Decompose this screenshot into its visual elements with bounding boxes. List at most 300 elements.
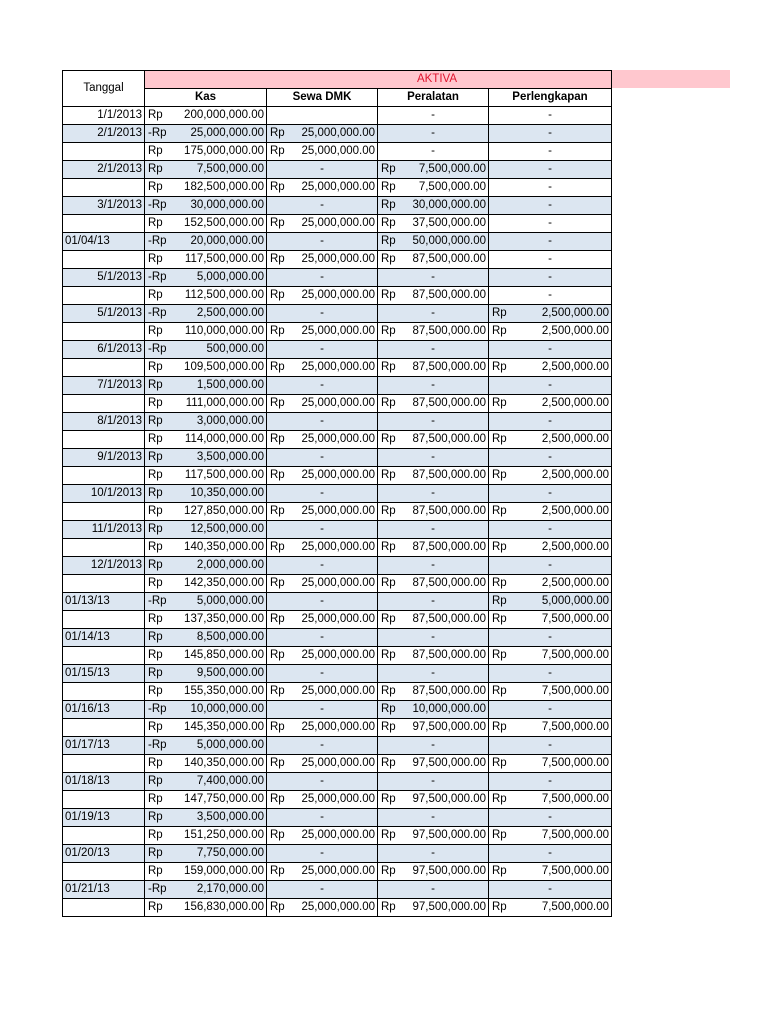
kas-cell bbox=[145, 700, 267, 718]
amount-value: 25,000,000.00 bbox=[301, 684, 375, 697]
currency-label: Rp bbox=[381, 828, 396, 841]
peralatan-cell bbox=[378, 358, 489, 376]
currency-label: Rp bbox=[492, 864, 507, 877]
empty-dash: - bbox=[320, 162, 324, 175]
peralatan-cell bbox=[378, 142, 489, 160]
empty-dash: - bbox=[431, 810, 435, 823]
kas-header: Kas bbox=[145, 88, 267, 106]
perlengkapan-cell bbox=[489, 232, 612, 250]
date-cell: 1/1/2013 bbox=[63, 106, 145, 124]
sewa-cell bbox=[267, 700, 378, 718]
date-cell: 01/14/13 bbox=[63, 628, 145, 646]
perlengkapan-cell bbox=[489, 178, 612, 196]
currency-label: Rp bbox=[381, 504, 396, 517]
kas-cell bbox=[145, 268, 267, 286]
currency-label: Rp bbox=[148, 756, 163, 769]
amount-value: 2,500,000.00 bbox=[541, 432, 609, 445]
currency-label: -Rp bbox=[148, 342, 167, 355]
peralatan-cell bbox=[378, 880, 489, 898]
table-row bbox=[63, 898, 612, 916]
kas-cell bbox=[145, 736, 267, 754]
amount-value: 20,000,000.00 bbox=[190, 234, 264, 247]
amount-value: 97,500,000.00 bbox=[412, 792, 486, 805]
amount-value: 87,500,000.00 bbox=[412, 612, 486, 625]
currency-label: Rp bbox=[270, 720, 285, 733]
amount-value: 25,000,000.00 bbox=[301, 396, 375, 409]
peralatan-cell bbox=[378, 502, 489, 520]
kas-cell bbox=[145, 322, 267, 340]
table-row bbox=[63, 196, 612, 214]
peralatan-cell bbox=[378, 718, 489, 736]
amount-value: 25,000,000.00 bbox=[301, 180, 375, 193]
empty-dash: - bbox=[320, 594, 324, 607]
empty-dash: - bbox=[548, 288, 552, 301]
currency-label: Rp bbox=[270, 432, 285, 445]
kas-cell bbox=[145, 556, 267, 574]
date-cell: 2/1/2013 bbox=[63, 160, 145, 178]
kas-cell bbox=[145, 646, 267, 664]
amount-value: 156,830,000.00 bbox=[184, 900, 264, 913]
kas-cell bbox=[145, 376, 267, 394]
currency-label: Rp bbox=[148, 324, 163, 337]
perlengkapan-cell bbox=[489, 376, 612, 394]
kas-cell bbox=[145, 772, 267, 790]
peralatan-header: Peralatan bbox=[378, 88, 489, 106]
date-cell bbox=[63, 754, 145, 772]
empty-dash: - bbox=[548, 234, 552, 247]
date-cell bbox=[63, 214, 145, 232]
amount-value: 8,500,000.00 bbox=[196, 630, 264, 643]
perlengkapan-cell bbox=[489, 718, 612, 736]
kas-cell bbox=[145, 448, 267, 466]
peralatan-cell bbox=[378, 844, 489, 862]
amount-value: 117,500,000.00 bbox=[184, 252, 264, 265]
currency-label: Rp bbox=[381, 180, 396, 193]
aktiva-header-band: AKTIVA bbox=[144, 70, 730, 88]
currency-label: Rp bbox=[492, 504, 507, 517]
table-row bbox=[63, 394, 612, 412]
currency-label: Rp bbox=[381, 432, 396, 445]
amount-value: 25,000,000.00 bbox=[301, 252, 375, 265]
date-cell: 01/04/13 bbox=[63, 232, 145, 250]
peralatan-cell bbox=[378, 250, 489, 268]
sewa-cell bbox=[267, 664, 378, 682]
kas-cell bbox=[145, 466, 267, 484]
empty-dash: - bbox=[548, 270, 552, 283]
currency-label: Rp bbox=[381, 792, 396, 805]
table-row bbox=[63, 700, 612, 718]
currency-label: Rp bbox=[492, 324, 507, 337]
amount-value: 3,000,000.00 bbox=[196, 414, 264, 427]
table-row bbox=[63, 340, 612, 358]
date-cell bbox=[63, 826, 145, 844]
amount-value: 7,500,000.00 bbox=[541, 864, 609, 877]
amount-value: 500,000.00 bbox=[206, 342, 264, 355]
empty-dash: - bbox=[320, 774, 324, 787]
table-row bbox=[63, 448, 612, 466]
amount-value: 87,500,000.00 bbox=[412, 576, 486, 589]
perlengkapan-cell bbox=[489, 484, 612, 502]
table-row bbox=[63, 628, 612, 646]
currency-label: -Rp bbox=[148, 126, 167, 139]
currency-label: Rp bbox=[492, 468, 507, 481]
peralatan-cell bbox=[378, 736, 489, 754]
empty-dash: - bbox=[320, 666, 324, 679]
amount-value: 25,000,000.00 bbox=[301, 216, 375, 229]
currency-label: Rp bbox=[381, 702, 396, 715]
table-row bbox=[63, 754, 612, 772]
peralatan-cell bbox=[378, 268, 489, 286]
kas-cell bbox=[145, 754, 267, 772]
currency-label: Rp bbox=[148, 486, 163, 499]
date-cell: 01/15/13 bbox=[63, 664, 145, 682]
amount-value: 2,000,000.00 bbox=[196, 558, 264, 571]
empty-dash: - bbox=[320, 810, 324, 823]
peralatan-cell bbox=[378, 826, 489, 844]
kas-cell bbox=[145, 844, 267, 862]
amount-value: 50,000,000.00 bbox=[412, 234, 486, 247]
table-row bbox=[63, 412, 612, 430]
perlengkapan-cell bbox=[489, 466, 612, 484]
date-cell: 10/1/2013 bbox=[63, 484, 145, 502]
empty-dash: - bbox=[431, 846, 435, 859]
amount-value: 7,500,000.00 bbox=[541, 792, 609, 805]
amount-value: 87,500,000.00 bbox=[412, 684, 486, 697]
currency-label: Rp bbox=[381, 468, 396, 481]
date-cell: 8/1/2013 bbox=[63, 412, 145, 430]
currency-label: -Rp bbox=[148, 234, 167, 247]
table-row bbox=[63, 250, 612, 268]
sewa-cell bbox=[267, 340, 378, 358]
currency-label: Rp bbox=[492, 720, 507, 733]
perlengkapan-cell bbox=[489, 826, 612, 844]
currency-label: Rp bbox=[270, 684, 285, 697]
peralatan-cell bbox=[378, 556, 489, 574]
kas-cell bbox=[145, 718, 267, 736]
amount-value: 7,500,000.00 bbox=[196, 162, 264, 175]
table-row bbox=[63, 718, 612, 736]
amount-value: 7,500,000.00 bbox=[541, 900, 609, 913]
empty-dash: - bbox=[548, 630, 552, 643]
peralatan-cell bbox=[378, 178, 489, 196]
currency-label: Rp bbox=[148, 108, 163, 121]
currency-label: Rp bbox=[148, 180, 163, 193]
perlengkapan-cell bbox=[489, 394, 612, 412]
currency-label: Rp bbox=[381, 324, 396, 337]
table-row bbox=[63, 646, 612, 664]
kas-cell bbox=[145, 214, 267, 232]
sewa-cell bbox=[267, 880, 378, 898]
empty-dash: - bbox=[320, 630, 324, 643]
currency-label: Rp bbox=[148, 558, 163, 571]
kas-cell bbox=[145, 826, 267, 844]
currency-label: Rp bbox=[270, 360, 285, 373]
amount-value: 87,500,000.00 bbox=[412, 432, 486, 445]
empty-dash: - bbox=[548, 342, 552, 355]
date-cell: 01/17/13 bbox=[63, 736, 145, 754]
currency-label: Rp bbox=[492, 828, 507, 841]
kas-cell bbox=[145, 340, 267, 358]
sewa-cell bbox=[267, 592, 378, 610]
amount-value: 97,500,000.00 bbox=[412, 900, 486, 913]
sewa-cell bbox=[267, 520, 378, 538]
sewa-cell bbox=[267, 448, 378, 466]
amount-value: 10,000,000.00 bbox=[190, 702, 264, 715]
perlengkapan-cell bbox=[489, 772, 612, 790]
empty-dash: - bbox=[548, 558, 552, 571]
kas-cell bbox=[145, 358, 267, 376]
date-cell: 01/13/13 bbox=[63, 592, 145, 610]
sewa-cell bbox=[267, 232, 378, 250]
amount-value: 145,350,000.00 bbox=[184, 720, 264, 733]
currency-label: Rp bbox=[270, 126, 285, 139]
sewa-cell bbox=[267, 646, 378, 664]
sewa-cell bbox=[267, 574, 378, 592]
date-cell bbox=[63, 502, 145, 520]
amount-value: 87,500,000.00 bbox=[412, 504, 486, 517]
header-row-top bbox=[63, 71, 612, 89]
sewa-cell bbox=[267, 682, 378, 700]
currency-label: -Rp bbox=[148, 270, 167, 283]
kas-cell bbox=[145, 394, 267, 412]
kas-cell bbox=[145, 502, 267, 520]
table-row bbox=[63, 142, 612, 160]
header-row-columns bbox=[63, 88, 612, 106]
date-cell bbox=[63, 574, 145, 592]
sewa-cell bbox=[267, 736, 378, 754]
empty-dash: - bbox=[431, 270, 435, 283]
amount-value: 111,000,000.00 bbox=[185, 396, 264, 409]
sewa-cell bbox=[267, 466, 378, 484]
currency-label: Rp bbox=[270, 792, 285, 805]
peralatan-cell bbox=[378, 484, 489, 502]
kas-cell bbox=[145, 196, 267, 214]
peralatan-cell bbox=[378, 772, 489, 790]
empty-dash: - bbox=[548, 666, 552, 679]
perlengkapan-cell bbox=[489, 106, 612, 124]
amount-value: 7,750,000.00 bbox=[196, 846, 264, 859]
empty-dash: - bbox=[548, 882, 552, 895]
table-row bbox=[63, 574, 612, 592]
currency-label: Rp bbox=[381, 612, 396, 625]
date-cell bbox=[63, 466, 145, 484]
date-cell: 2/1/2013 bbox=[63, 124, 145, 142]
peralatan-cell bbox=[378, 286, 489, 304]
amount-value: 7,500,000.00 bbox=[541, 756, 609, 769]
kas-cell bbox=[145, 250, 267, 268]
currency-label: -Rp bbox=[148, 882, 167, 895]
kas-cell bbox=[145, 538, 267, 556]
amount-value: 7,500,000.00 bbox=[541, 720, 609, 733]
amount-value: 7,500,000.00 bbox=[418, 180, 486, 193]
perlengkapan-cell bbox=[489, 268, 612, 286]
sewa-cell bbox=[267, 844, 378, 862]
amount-value: 25,000,000.00 bbox=[301, 828, 375, 841]
table-row bbox=[63, 826, 612, 844]
peralatan-cell bbox=[378, 754, 489, 772]
currency-label: Rp bbox=[381, 684, 396, 697]
kas-cell bbox=[145, 484, 267, 502]
currency-label: Rp bbox=[148, 522, 163, 535]
amount-value: 152,500,000.00 bbox=[184, 216, 264, 229]
date-cell: 01/16/13 bbox=[63, 700, 145, 718]
perlengkapan-cell bbox=[489, 502, 612, 520]
date-cell bbox=[63, 790, 145, 808]
empty-dash: - bbox=[320, 342, 324, 355]
amount-value: 127,850,000.00 bbox=[184, 504, 264, 517]
empty-dash: - bbox=[431, 144, 435, 157]
currency-label: Rp bbox=[270, 540, 285, 553]
amount-value: 25,000,000.00 bbox=[301, 540, 375, 553]
sewa-cell bbox=[267, 898, 378, 916]
amount-value: 2,500,000.00 bbox=[541, 396, 609, 409]
perlengkapan-cell bbox=[489, 412, 612, 430]
tanggal-header: Tanggal bbox=[63, 71, 145, 107]
kas-cell bbox=[145, 790, 267, 808]
amount-value: 200,000,000.00 bbox=[184, 108, 264, 121]
currency-label: Rp bbox=[381, 162, 396, 175]
peralatan-cell bbox=[378, 232, 489, 250]
currency-label: Rp bbox=[148, 288, 163, 301]
currency-label: Rp bbox=[148, 360, 163, 373]
kas-cell bbox=[145, 124, 267, 142]
currency-label: Rp bbox=[492, 756, 507, 769]
amount-value: 25,000,000.00 bbox=[301, 324, 375, 337]
amount-value: 25,000,000.00 bbox=[190, 126, 264, 139]
peralatan-cell bbox=[378, 664, 489, 682]
kas-cell bbox=[145, 286, 267, 304]
table-row bbox=[63, 286, 612, 304]
sewa-cell bbox=[267, 412, 378, 430]
empty-dash: - bbox=[548, 198, 552, 211]
empty-dash: - bbox=[548, 846, 552, 859]
empty-dash: - bbox=[320, 450, 324, 463]
amount-value: 25,000,000.00 bbox=[301, 756, 375, 769]
currency-label: Rp bbox=[148, 630, 163, 643]
currency-label: Rp bbox=[148, 612, 163, 625]
date-cell: 5/1/2013 bbox=[63, 268, 145, 286]
amount-value: 147,750,000.00 bbox=[184, 792, 264, 805]
kas-cell bbox=[145, 862, 267, 880]
currency-label: Rp bbox=[148, 432, 163, 445]
currency-label: Rp bbox=[492, 396, 507, 409]
amount-value: 114,000,000.00 bbox=[184, 432, 264, 445]
currency-label: Rp bbox=[381, 216, 396, 229]
table-row bbox=[63, 358, 612, 376]
peralatan-cell bbox=[378, 646, 489, 664]
sewa-cell bbox=[267, 862, 378, 880]
amount-value: 109,500,000.00 bbox=[184, 360, 264, 373]
perlengkapan-cell bbox=[489, 880, 612, 898]
amount-value: 87,500,000.00 bbox=[412, 396, 486, 409]
table-row bbox=[63, 322, 612, 340]
peralatan-cell bbox=[378, 592, 489, 610]
date-cell bbox=[63, 718, 145, 736]
peralatan-cell bbox=[378, 376, 489, 394]
perlengkapan-cell bbox=[489, 430, 612, 448]
table-row bbox=[63, 808, 612, 826]
perlengkapan-cell bbox=[489, 160, 612, 178]
amount-value: 25,000,000.00 bbox=[301, 468, 375, 481]
currency-label: Rp bbox=[148, 468, 163, 481]
empty-dash: - bbox=[431, 342, 435, 355]
table-row bbox=[63, 466, 612, 484]
peralatan-cell bbox=[378, 340, 489, 358]
amount-value: 10,000,000.00 bbox=[412, 702, 486, 715]
sewa-cell bbox=[267, 808, 378, 826]
amount-value: 87,500,000.00 bbox=[412, 360, 486, 373]
sewa-cell bbox=[267, 502, 378, 520]
date-cell bbox=[63, 250, 145, 268]
perlengkapan-cell bbox=[489, 322, 612, 340]
amount-value: 7,500,000.00 bbox=[541, 612, 609, 625]
kas-cell bbox=[145, 898, 267, 916]
currency-label: -Rp bbox=[148, 738, 167, 751]
peralatan-cell bbox=[378, 538, 489, 556]
perlengkapan-header: Perlengkapan bbox=[489, 88, 612, 106]
currency-label: Rp bbox=[148, 810, 163, 823]
amount-value: 25,000,000.00 bbox=[301, 792, 375, 805]
peralatan-cell bbox=[378, 412, 489, 430]
amount-value: 110,000,000.00 bbox=[184, 324, 264, 337]
amount-value: 2,500,000.00 bbox=[541, 306, 609, 319]
perlengkapan-cell bbox=[489, 646, 612, 664]
currency-label: Rp bbox=[381, 234, 396, 247]
currency-label: Rp bbox=[492, 576, 507, 589]
currency-label: Rp bbox=[381, 576, 396, 589]
empty-dash: - bbox=[320, 522, 324, 535]
amount-value: 97,500,000.00 bbox=[412, 864, 486, 877]
table-row bbox=[63, 790, 612, 808]
currency-label: Rp bbox=[148, 828, 163, 841]
sewa-cell bbox=[267, 538, 378, 556]
perlengkapan-cell bbox=[489, 124, 612, 142]
peralatan-cell bbox=[378, 304, 489, 322]
ledger-table bbox=[62, 70, 612, 917]
amount-value: 2,500,000.00 bbox=[541, 504, 609, 517]
amount-value: 2,500,000.00 bbox=[196, 306, 264, 319]
perlengkapan-cell bbox=[489, 286, 612, 304]
date-cell bbox=[63, 322, 145, 340]
date-cell bbox=[63, 394, 145, 412]
perlengkapan-cell bbox=[489, 664, 612, 682]
currency-label: Rp bbox=[270, 216, 285, 229]
peralatan-cell bbox=[378, 106, 489, 124]
perlengkapan-cell bbox=[489, 628, 612, 646]
perlengkapan-cell bbox=[489, 340, 612, 358]
empty-dash: - bbox=[548, 144, 552, 157]
empty-dash: - bbox=[320, 234, 324, 247]
table-row bbox=[63, 268, 612, 286]
amount-value: 87,500,000.00 bbox=[412, 324, 486, 337]
sewa-cell bbox=[267, 250, 378, 268]
amount-value: 25,000,000.00 bbox=[301, 360, 375, 373]
currency-label: Rp bbox=[148, 504, 163, 517]
currency-label: Rp bbox=[148, 864, 163, 877]
currency-label: Rp bbox=[381, 648, 396, 661]
kas-cell bbox=[145, 106, 267, 124]
currency-label: Rp bbox=[148, 846, 163, 859]
perlengkapan-cell bbox=[489, 448, 612, 466]
perlengkapan-cell bbox=[489, 304, 612, 322]
currency-label: Rp bbox=[270, 900, 285, 913]
amount-value: 7,500,000.00 bbox=[541, 648, 609, 661]
sewa-cell bbox=[267, 754, 378, 772]
currency-label: Rp bbox=[148, 576, 163, 589]
table-row bbox=[63, 556, 612, 574]
sewa-cell bbox=[267, 304, 378, 322]
amount-value: 7,500,000.00 bbox=[541, 828, 609, 841]
